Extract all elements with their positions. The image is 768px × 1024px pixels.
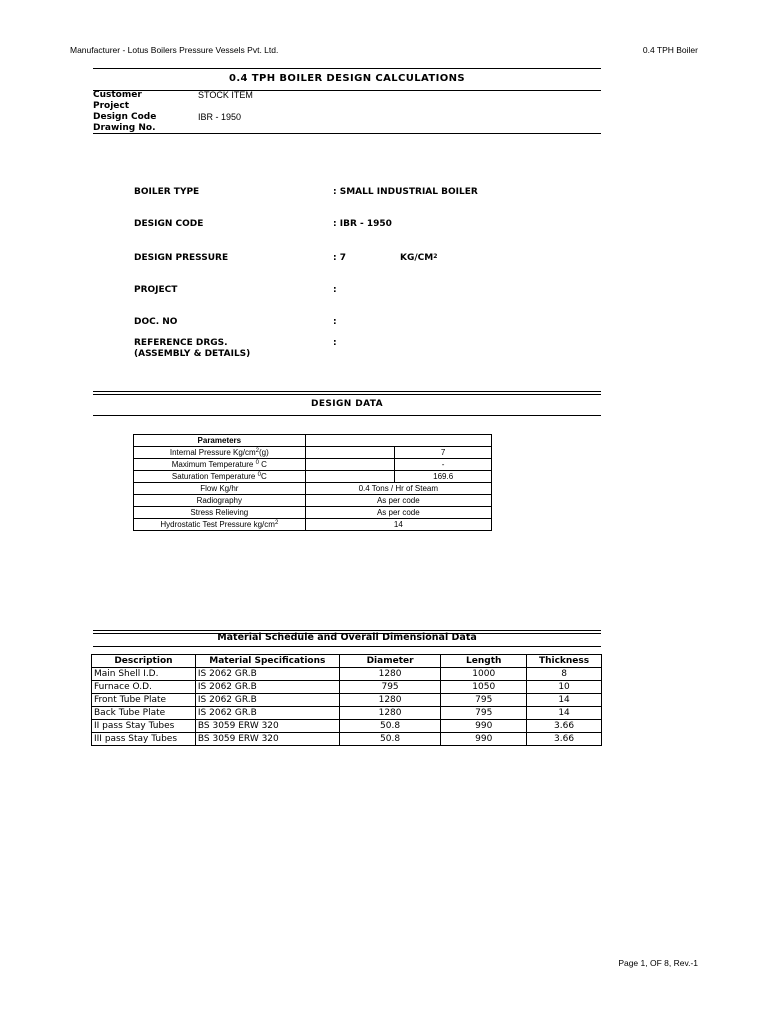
page-number: Page 1, OF 8, Rev.-1 (618, 958, 698, 968)
diameter-cell: 1280 (339, 694, 441, 707)
col-material-spec: Material Specifications (195, 655, 339, 668)
description-cell: Front Tube Plate (92, 694, 196, 707)
param-cell: Hydrostatic Test Pressure $kg/cm^2$ (134, 519, 306, 531)
spacer-cell (305, 447, 395, 459)
design-code-summary-label: DESIGN CODE (134, 219, 204, 229)
title-bottom-rule (93, 90, 601, 91)
param-cell: Flow Kg/hr (134, 483, 306, 495)
reference-drgs-label: REFERENCE DRGS. (ASSEMBLY & DETAILS) (134, 338, 251, 359)
material-mid-rule (93, 646, 601, 647)
spec-cell: IS 2062 GR.B (195, 668, 339, 681)
table-row (134, 471, 492, 483)
table-row (92, 681, 602, 694)
length-cell: 1050 (441, 681, 527, 694)
thickness-cell: 14 (527, 707, 602, 720)
meta-bottom-rule (93, 133, 601, 134)
design-code-label: Design Code (93, 112, 157, 122)
spec-cell: IS 2062 GR.B (195, 707, 339, 720)
description-cell: Main Shell I.D. (92, 668, 196, 681)
col-description: Description (92, 655, 196, 668)
length-cell: 795 (441, 707, 527, 720)
table-row (134, 459, 492, 471)
manufacturer-header: Manufacturer - Lotus Boilers Pressure Vessels Pvt. Ltd. (70, 45, 279, 55)
page-title: 0.4 TPH BOILER DESIGN CALCULATIONS (229, 73, 465, 84)
table-row (92, 707, 602, 720)
boiler-type-label: BOILER TYPE (134, 187, 200, 197)
param-cell: Radiography (134, 495, 306, 507)
length-cell: 795 (441, 694, 527, 707)
diameter-cell: 50.8 (339, 720, 441, 733)
spec-cell: BS 3059 ERW 320 (195, 733, 339, 746)
value-cell: 169.6 (395, 471, 492, 483)
design-data-title: DESIGN DATA (310, 399, 384, 409)
length-cell: 1000 (441, 668, 527, 681)
design-data-bottom-rule (93, 415, 601, 416)
table-row (134, 483, 492, 495)
table-row (92, 720, 602, 733)
col-diameter: Diameter (339, 655, 441, 668)
design-pressure-unit: $KG/CM^2$ (400, 253, 438, 263)
thickness-cell: 8 (527, 668, 602, 681)
table-row (134, 519, 492, 531)
material-header-row (92, 655, 602, 668)
document-label: 0.4 TPH Boiler (642, 45, 698, 55)
value-cell: 0.4 Tons / Hr of Steam (305, 483, 491, 495)
value-cell: 7 (395, 447, 492, 459)
param-cell: Internal Pressure $Kg/cm^2(g)$ (134, 447, 306, 459)
project-summary-value: : (333, 285, 337, 295)
value-cell: 14 (305, 519, 491, 531)
boiler-type-value: : SMALL INDUSTRIAL BOILER (333, 187, 478, 197)
diameter-cell: 50.8 (339, 733, 441, 746)
table-row (92, 733, 602, 746)
project-summary-label: PROJECT (134, 285, 178, 295)
diameter-cell: 795 (339, 681, 441, 694)
design-code-summary-value: : IBR - 1950 (333, 219, 392, 229)
design-data-table (133, 434, 492, 531)
design-pressure-value: : 7 (333, 253, 346, 263)
design-pressure-label: DESIGN PRESSURE (134, 253, 229, 263)
table-row (92, 694, 602, 707)
table-row (134, 447, 492, 459)
spec-cell: BS 3059 ERW 320 (195, 720, 339, 733)
doc-no-label: DOC. NO (134, 317, 178, 327)
description-cell: Back Tube Plate (92, 707, 196, 720)
title-top-rule (93, 68, 601, 69)
table-row (134, 507, 492, 519)
project-label: Project (93, 101, 130, 111)
table-row (134, 495, 492, 507)
col-length: Length (441, 655, 527, 668)
material-schedule-title: Material Schedule and Overall Dimensional Data (217, 632, 477, 643)
diameter-cell: 1280 (339, 707, 441, 720)
doc-no-value: : (333, 317, 337, 327)
parameters-header: Parameters (134, 435, 306, 447)
thickness-cell: 14 (527, 694, 602, 707)
customer-label: Customer (93, 90, 142, 100)
design-data-top-rule (93, 391, 601, 395)
thickness-cell: 3.66 (527, 733, 602, 746)
drawing-no-label: Drawing No. (93, 123, 156, 133)
value-cell: As per code (305, 507, 491, 519)
param-cell: Maximum Temperature $^0$ C (134, 459, 306, 471)
design-data-header-row (134, 435, 492, 447)
customer-value: STOCK ITEM (198, 90, 253, 100)
spec-cell: IS 2062 GR.B (195, 694, 339, 707)
spec-cell: IS 2062 GR.B (195, 681, 339, 694)
length-cell: 990 (441, 720, 527, 733)
thickness-cell: 10 (527, 681, 602, 694)
param-cell: Stress Relieving (134, 507, 306, 519)
spacer-cell (305, 459, 395, 471)
material-schedule-table (91, 654, 602, 746)
spacer-cell (305, 471, 395, 483)
table-row (92, 668, 602, 681)
param-cell: Saturation Temperature $^0$C (134, 471, 306, 483)
thickness-cell: 3.66 (527, 720, 602, 733)
design-code-value: IBR - 1950 (198, 112, 242, 122)
col-thickness: Thickness (527, 655, 602, 668)
description-cell: Furnace O.D. (92, 681, 196, 694)
values-header (305, 435, 491, 447)
value-cell: - (395, 459, 492, 471)
diameter-cell: 1280 (339, 668, 441, 681)
reference-drgs-value: : (333, 338, 337, 348)
length-cell: 990 (441, 733, 527, 746)
description-cell: III pass Stay Tubes (92, 733, 196, 746)
description-cell: II pass Stay Tubes (92, 720, 196, 733)
value-cell: As per code (305, 495, 491, 507)
